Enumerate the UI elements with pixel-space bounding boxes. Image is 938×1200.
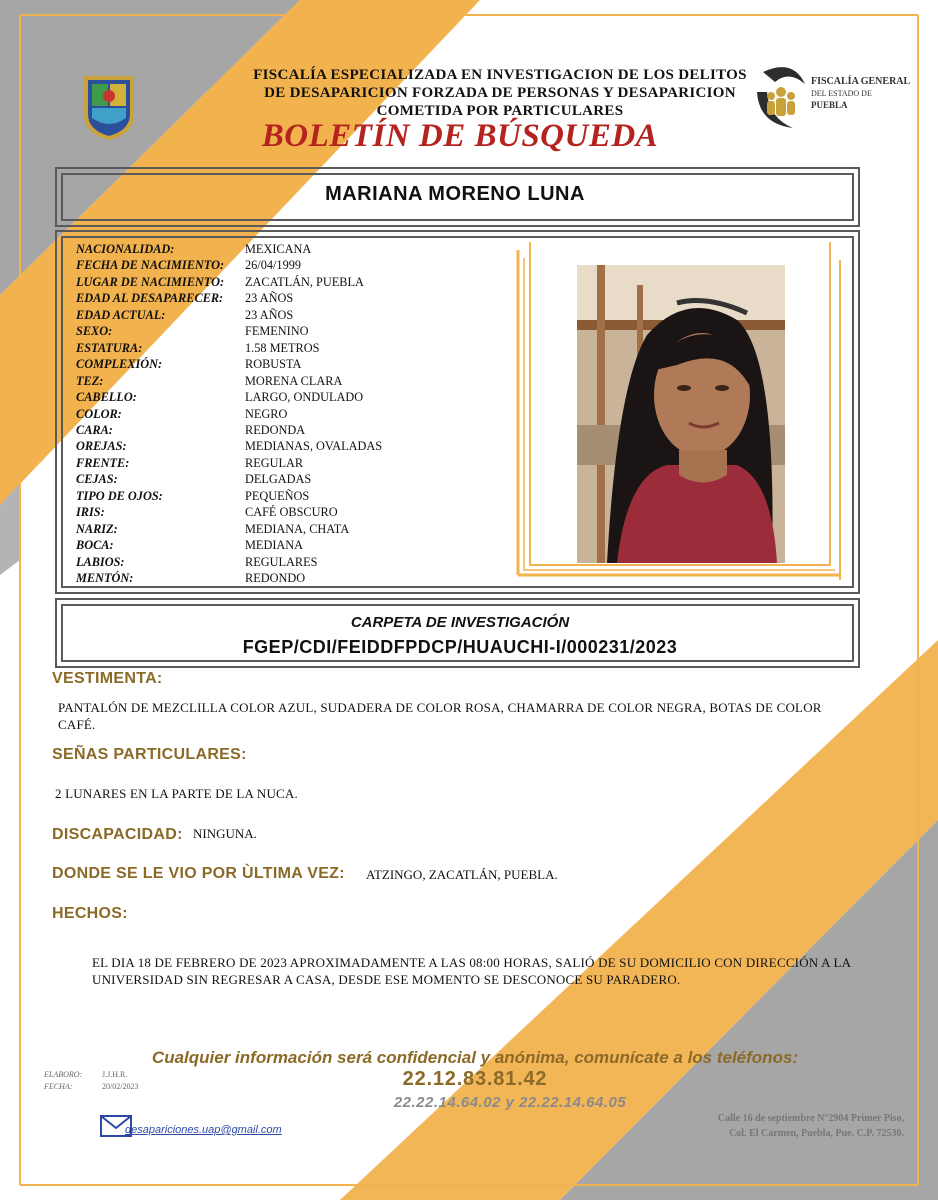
detail-label: NARIZ: — [76, 521, 118, 536]
missing-person-photo — [577, 265, 785, 563]
header-line-2: DE DESAPARICION FORZADA DE PERSONAS Y DESAPARICION — [264, 85, 736, 101]
alternate-phone-numbers[interactable]: 22.22.14.64.02 y 22.22.14.64.05 — [393, 1094, 627, 1111]
vestimenta-heading: VESTIMENTA: — [52, 670, 163, 687]
detail-value: REGULARES — [245, 554, 318, 569]
detail-value: DELGADAS — [245, 472, 312, 487]
email-link[interactable]: desapariciones.uap@gmail.com — [125, 1124, 282, 1136]
detail-label: LABIOS: — [76, 554, 125, 569]
detail-label: CARA: — [76, 422, 113, 437]
detail-label: TIPO DE OJOS: — [76, 488, 163, 503]
senas-heading: SEÑAS PARTICULARES: — [52, 746, 247, 763]
detail-value: 23 AÑOS — [245, 291, 294, 306]
senas-text: 2 LUNARES EN LA PARTE DE LA NUCA. — [55, 786, 298, 801]
logo-text-line3: PUEBLA — [811, 100, 848, 110]
detail-label: COLOR: — [76, 406, 122, 421]
detail-value: ZACATLÁN, PUEBLA — [245, 274, 364, 289]
detail-value: NEGRO — [245, 406, 288, 421]
vestimenta-text: PANTALÓN DE MEZCLILLA COLOR AZUL, SUDADERA DE COLOR ROSA, CHAMARRA DE COLOR NEGRA, BOTAS DE COLOR CAFÉ. — [58, 700, 822, 732]
detail-value: LARGO, ONDULADO — [245, 390, 364, 405]
logo-text-line1: FISCALÍA GENERAL — [811, 76, 911, 87]
detail-value: MEDIANAS, OVALADAS — [245, 439, 383, 454]
detail-value: MEDIANA, CHATA — [245, 521, 350, 536]
header-line-1: FISCALÍA ESPECIALIZADA EN INVESTIGACION DE LOS DELITOS — [253, 67, 747, 83]
detail-value: ROBUSTA — [245, 357, 302, 372]
detail-label: IRIS: — [76, 505, 105, 520]
detail-value: REDONDO — [245, 571, 306, 585]
detail-label: ESTATURA: — [76, 340, 143, 355]
main-phone-number[interactable]: 22.12.83.81.42 — [402, 1068, 548, 1090]
detail-value: CAFÉ OBSCURO — [245, 505, 338, 520]
detail-label: NACIONALIDAD: — [76, 242, 175, 256]
hechos-heading: HECHOS: — [52, 905, 128, 922]
elaboro-value: J.J.H.R. — [102, 1070, 128, 1079]
bulletin-title: BOLETÍN DE BÚSQUEDA — [261, 118, 659, 154]
carpeta-number: FGEP/CDI/FEIDDFPDCP/HUAUCHI-I/000231/2023 — [242, 637, 678, 657]
ultima-vez-text: ATZINGO, ZACATLÁN, PUEBLA. — [366, 867, 558, 882]
detail-label: FRENTE: — [76, 455, 130, 470]
detail-label: SEXO: — [76, 324, 113, 339]
hechos-text: EL DIA 18 DE FEBRERO DE 2023 APROXIMADAMENTE A LAS 08:00 HORAS, SALIÓ DE SU DOMICILIO CON DIRECCIÓN A LA UNIVERSIDAD SIN REGRESAR A CASA, DESDE ESE MOMENTO SE DESCONOCE SU PARADERO. — [92, 955, 851, 987]
detail-value: 26/04/1999 — [245, 258, 302, 273]
detail-label: BOCA: — [76, 538, 114, 553]
detail-label: OREJAS: — [76, 439, 127, 454]
discapacidad-heading: DISCAPACIDAD: — [52, 826, 183, 843]
fecha-label: FECHA: — [44, 1082, 73, 1091]
detail-value: 1.58 METROS — [245, 340, 320, 355]
fecha-value: 20/02/2023 — [102, 1082, 139, 1091]
detail-label: LUGAR DE NACIMIENTO: — [76, 274, 225, 289]
detail-label: CABELLO: — [76, 390, 137, 405]
detail-label: COMPLEXIÓN: — [76, 357, 163, 372]
fiscalia-general-logo — [753, 62, 911, 132]
address-line-2: Col. El Carmen, Puebla, Pue. C.P. 72530. — [729, 1128, 904, 1139]
detail-label: TEZ: — [76, 373, 104, 388]
detail-value: MEDIANA — [245, 538, 304, 553]
detail-label: EDAD ACTUAL: — [76, 307, 166, 322]
discapacidad-text: NINGUNA. — [193, 826, 257, 841]
detail-value: PEQUEÑOS — [245, 488, 310, 503]
elaboro-label: ELABORO: — [44, 1070, 83, 1079]
detail-label: EDAD AL DESAPARECER: — [76, 291, 224, 306]
header-line-3: COMETIDA POR PARTICULARES — [376, 103, 624, 119]
detail-value: REGULAR — [245, 455, 304, 470]
state-emblem-logo — [80, 72, 138, 140]
detail-value: REDONDA — [245, 422, 306, 437]
detail-label: FECHA DE NACIMIENTO: — [76, 258, 225, 273]
detail-label: CEJAS: — [76, 472, 118, 487]
person-name: MARIANA MORENO LUNA — [325, 183, 585, 205]
detail-label: MENTÓN: — [76, 571, 134, 585]
detail-value: FEMENINO — [245, 324, 309, 339]
address-line-1: Calle 16 de septiembre N°2904 Primer Piso, — [717, 1113, 904, 1124]
detail-value: 23 AÑOS — [245, 307, 294, 322]
confidential-call-to-action: Cualquier información será confidencial y anónima, comunícate a los teléfonos: — [151, 1048, 799, 1067]
ultima-vez-heading: DONDE SE LE VIO POR ÙLTIMA VEZ: — [52, 865, 345, 882]
logo-text-line2: DEL ESTADO DE — [811, 89, 872, 98]
carpeta-title: CARPETA DE INVESTIGACIÓN — [350, 614, 570, 631]
detail-value: MORENA CLARA — [245, 373, 343, 388]
detail-value: MEXICANA — [245, 242, 312, 256]
